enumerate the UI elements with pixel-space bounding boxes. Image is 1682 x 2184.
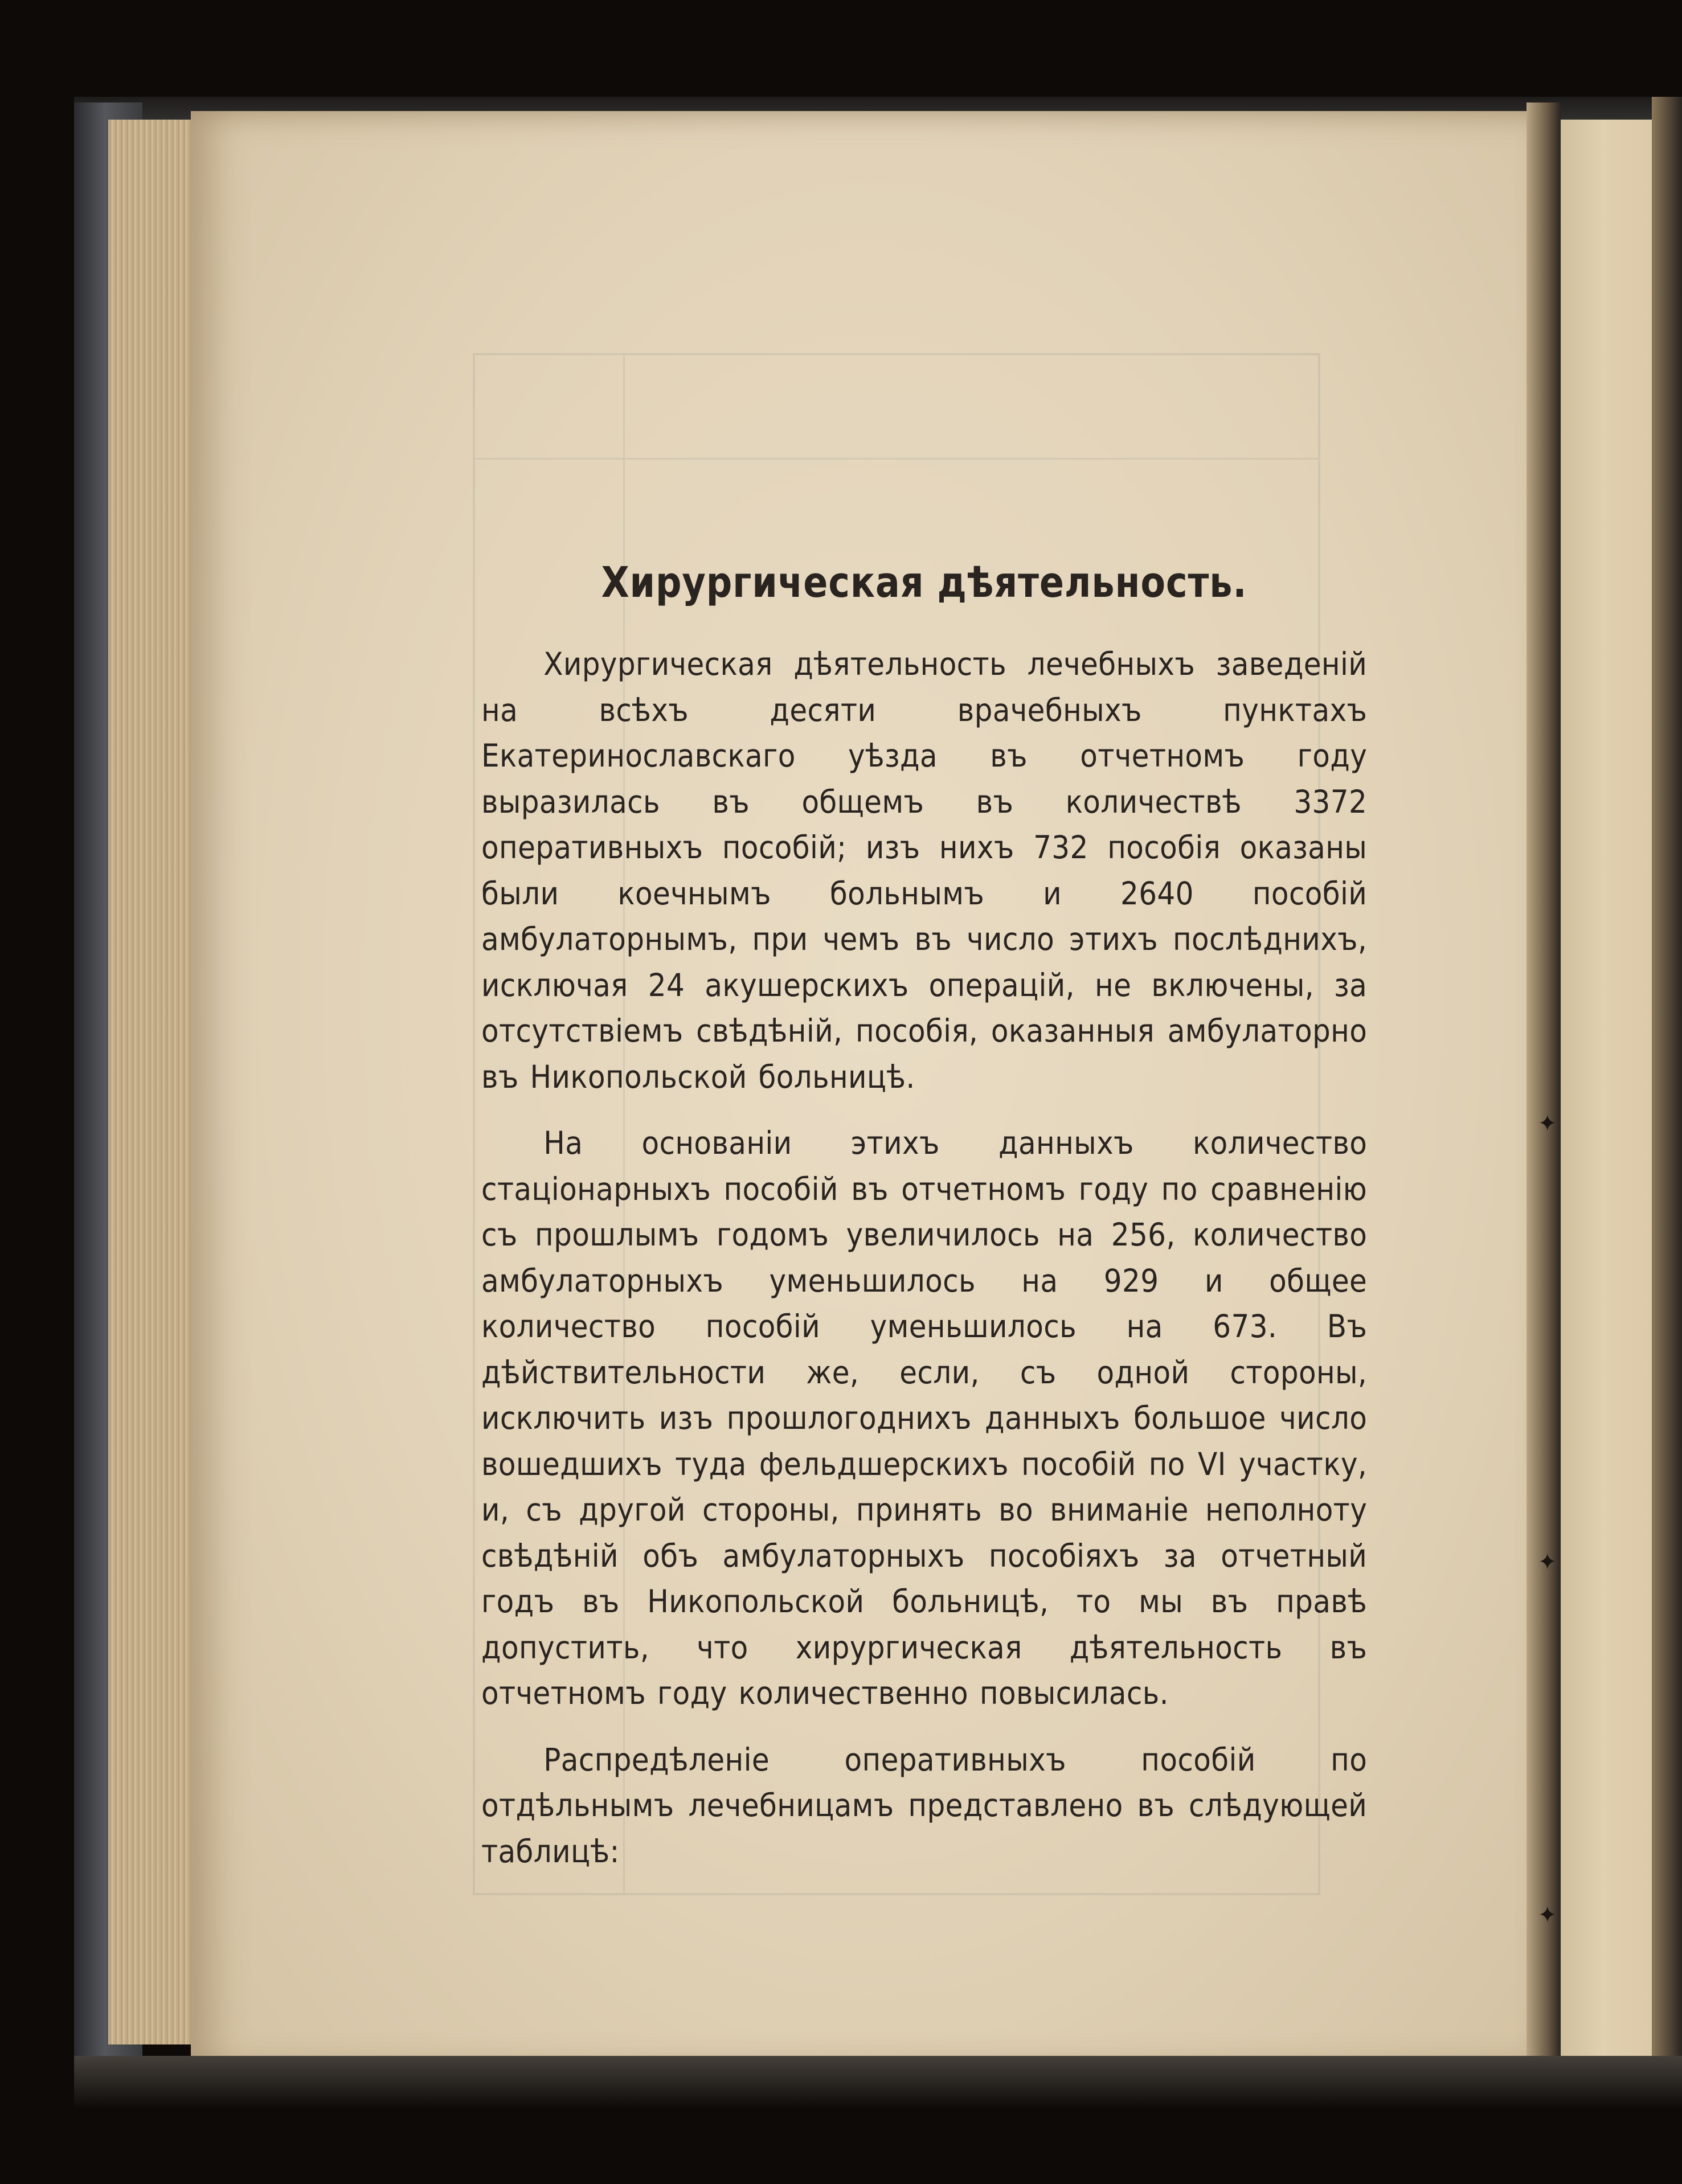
binding-mark-icon: ✦	[1538, 1111, 1557, 1137]
binding-mark-icon: ✦	[1538, 1549, 1557, 1575]
binding-mark	[1538, 1902, 1561, 1928]
book-gutter	[1527, 103, 1561, 2084]
book-cover-bottom	[74, 2056, 1682, 2107]
page-text	[481, 558, 1367, 1895]
binding-mark	[1538, 1549, 1561, 1575]
paragraph-2: На основаніи этихъ данныхъ количество стаціонарныхъ пособій въ отчетномъ году по сравненію съ прошлымъ годомъ увеличилось на 256, количество амбулаторныхъ уменьшилось на 929 и общее количество пособій уменьшилось на 673. Въ дѣйствительности же, если, съ одной стороны, исключить изъ прошлогоднихъ данныхъ большое число вошедшихъ туда фельдшерскихъ пособій по VI участку, и, съ другой стороны, принять во вниманіе неполноту свѣдѣній объ амбулаторныхъ пособіяхъ за отчетный годъ въ Никопольской больницѣ, то мы въ правѣ допустить, что хирургическая дѣятельность въ отчетномъ году количественно повысилась.	[481, 1125, 1368, 1711]
paragraph-1: Хирургическая дѣятельность лечебныхъ заведеній на всѣхъ десяти врачебныхъ пунктахъ Екатеринославскаго уѣзда въ отчетномъ году выразилась въ общемъ въ количествѣ 3372 оперативныхъ пособій; изъ нихъ 732 пособія оказаны были коечнымъ больнымъ и 2640 пособій амбулаторнымъ, при чемъ въ число этихъ послѣднихъ, исключая 24 акушерскихъ операцій, не включены, за отсутствіемъ свѣдѣній, пособія, оказанныя амбулаторно въ Никопольской больницѣ.	[481, 646, 1368, 1095]
page-title: Хирургическая дѣятельность.	[601, 558, 1247, 607]
facing-page-edge	[1652, 97, 1682, 2090]
binding-mark-icon: ✦	[1538, 1902, 1557, 1928]
binding-mark	[1538, 1111, 1561, 1137]
paragraph-3: Распредѣленіе оперативныхъ пособій по отдѣльнымъ лечебницамъ представлено въ слѣдующей таблицѣ:	[481, 1741, 1368, 1870]
